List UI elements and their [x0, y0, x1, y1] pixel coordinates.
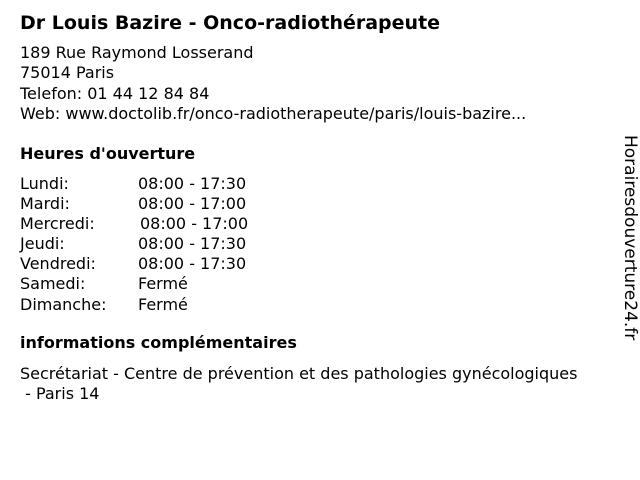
- address-street: 189 Rue Raymond Losserand: [20, 43, 254, 62]
- day-label: Lundi:: [20, 174, 69, 193]
- address-city: 75014 Paris: [20, 63, 115, 83]
- listing-page: [20, 0, 620, 480]
- additional-info-line: Secrétariat - Centre de prévention et des pathologies gynécologiques: [20, 364, 578, 383]
- additional-info-heading: informations complémentaires: [20, 333, 297, 352]
- time-value: 08:00 - 17:30: [138, 254, 247, 274]
- page-title: Dr Louis Bazire - Onco-radiothérapeute: [20, 12, 441, 34]
- time-value: Fermé: [138, 294, 188, 314]
- opening-hours-heading: Heures d'ouverture: [20, 144, 196, 163]
- time-value: 08:00 - 17:30: [138, 174, 247, 193]
- day-label: Jeudi:: [20, 234, 65, 254]
- day-label: Vendredi:: [20, 254, 96, 274]
- time-value: 08:00 - 17:00: [138, 194, 247, 214]
- time-value: Fermé: [138, 274, 188, 294]
- additional-info-text: [20, 364, 630, 404]
- day-label: Dimanche:: [20, 294, 107, 314]
- time-value: 08:00 - 17:30: [138, 234, 247, 254]
- watermark-text: Horairesdouverture24.fr: [620, 135, 640, 341]
- phone-number: Telefon: 01 44 12 84 84: [20, 83, 210, 103]
- additional-info-line: - Paris 14: [20, 384, 100, 403]
- day-label: Samedi:: [20, 274, 86, 294]
- day-label: Mardi:: [20, 194, 70, 214]
- day-label: Mercredi:: [20, 214, 95, 234]
- contact-block: [20, 43, 526, 124]
- website-link[interactable]: Web: www.doctolib.fr/onco-radiotherapeute/paris/louis-bazire...: [20, 103, 527, 123]
- time-value: 08:00 - 17:00: [140, 214, 249, 234]
